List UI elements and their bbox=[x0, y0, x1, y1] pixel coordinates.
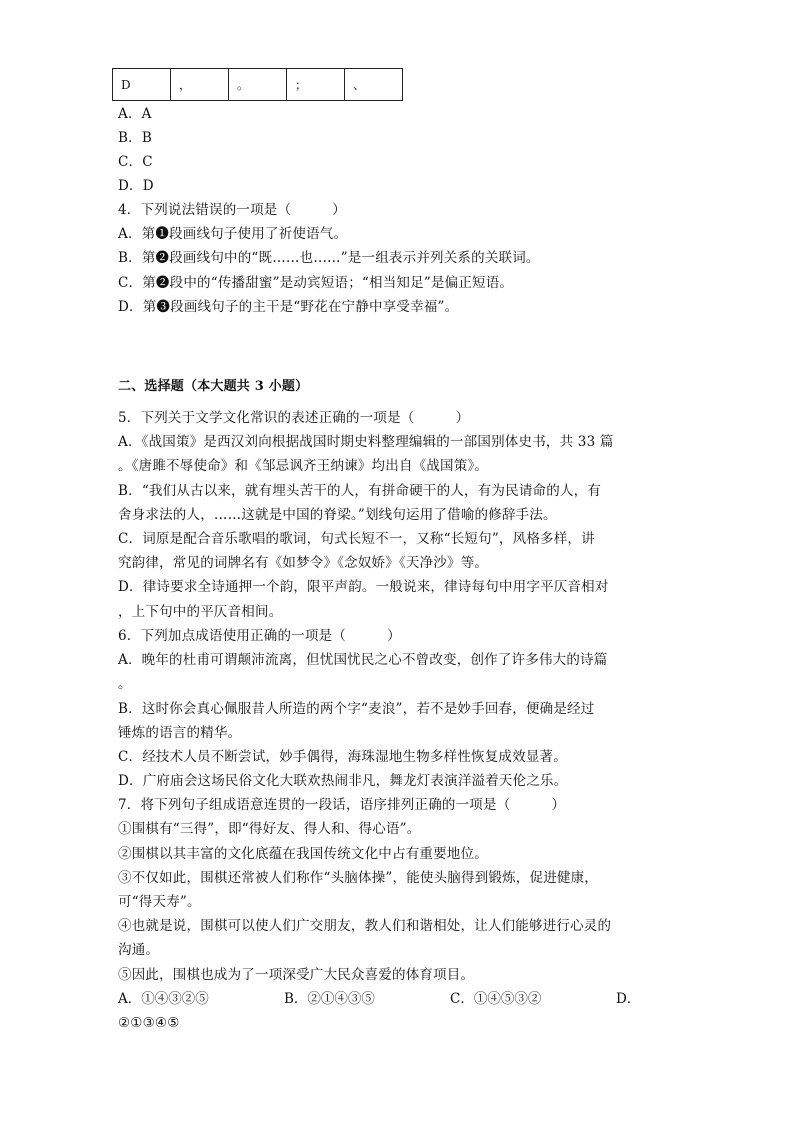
table-cell: 、 bbox=[345, 69, 403, 101]
q7-option-c: C．①④⑤③② bbox=[450, 991, 542, 1007]
q6-line: D．广府庙会这场民俗文化大联欢热闹非凡，舞龙灯表演洋溢着天伦之乐。 bbox=[118, 773, 568, 789]
q3-option-d: D．D bbox=[118, 178, 154, 194]
q7-line: ①围棋有“三得”，即“得好友、得人和、得心语”。 bbox=[118, 821, 421, 837]
q3-option-b: B．B bbox=[118, 130, 152, 146]
q5-line: ，上下句中的平仄音相间。 bbox=[118, 604, 283, 620]
q7-option-a: A．①④③②⑤ bbox=[118, 991, 209, 1007]
section-title: 二、选择题（本大题共 3 小题） bbox=[118, 379, 309, 394]
q5-line: B．“我们从古以来，就有埋头苦干的人，有拼命硬干的人，有为民请命的人，有 bbox=[118, 483, 602, 499]
q5-line: C．词原是配合音乐歌唱的歌词，句式长短不一，又称“长短句”，风格多样，讲 bbox=[118, 531, 595, 547]
q7-stem: 7．将下列句子组成语意连贯的一段话，语序排列正确的一项是（ ） bbox=[118, 797, 566, 813]
q7-option-d-wrap: ②①③④⑤ bbox=[118, 1015, 180, 1031]
q6-line: 锤炼的语言的精华。 bbox=[118, 725, 242, 741]
q4-stem: 4．下列说法错误的一项是（ ） bbox=[118, 202, 346, 218]
q7-line: ④也就是说，围棋可以使人们广交朋友，教人们和谐相处，让人们能够进行心灵的 bbox=[118, 918, 612, 934]
table-cell: 。 bbox=[229, 69, 287, 101]
q7-line: 可“得天寿”。 bbox=[118, 894, 201, 910]
q5-line: 舍身求法的人，……这就是中国的脊梁。”划线句运用了借喻的修辞手法。 bbox=[118, 507, 557, 523]
q6-line: B．这时你会真心佩服昔人所造的两个字“麦浪”，若不是妙手回春，便确是经过 bbox=[118, 701, 595, 717]
punctuation-table bbox=[112, 68, 403, 101]
table-cell: D bbox=[113, 69, 171, 101]
table-cell: ； bbox=[287, 69, 345, 101]
q6-line: C．经技术人员不断尝试，妙手偶得，海珠湿地生物多样性恢复成效显著。 bbox=[118, 749, 567, 765]
q4-option-a: A．第❶段画线句子使用了祈使语气。 bbox=[118, 226, 348, 242]
q6-stem: 6．下列加点成语使用正确的一项是（ ） bbox=[118, 628, 401, 644]
q7-line: ②围棋以其丰富的文化底蕴在我国传统文化中占有重要地位。 bbox=[118, 846, 488, 862]
q5-line: D．律诗要求全诗通押一个韵，限平声韵。一般说来，律诗每句中用字平仄音相对 bbox=[118, 579, 609, 595]
q5-line: A．《战国策》是西汉刘向根据战国时期史料整理编辑的一部国别体史书，共 33 篇 bbox=[118, 434, 614, 450]
q7-option-b: B．②①④③⑤ bbox=[284, 991, 375, 1007]
q7-options bbox=[118, 990, 678, 1008]
q5-line: 。《唐雎不辱使命》和《邹忌讽齐王纳谏》均出自《战国策》。 bbox=[118, 458, 489, 474]
q4-option-c: C．第❷段中的“传播甜蜜”是动宾短语；“相当知足”是偏正短语。 bbox=[118, 275, 514, 291]
q7-line: 沟通。 bbox=[118, 942, 160, 958]
q5-stem: 5．下列关于文学文化常识的表述正确的一项是（ ） bbox=[118, 410, 470, 426]
q3-option-c: C．C bbox=[118, 154, 153, 170]
q4-option-d: D．第❸段画线句子的主干是“野花在宁静中享受幸福”。 bbox=[118, 299, 459, 315]
q7-option-d: D． bbox=[616, 991, 641, 1007]
q3-option-a: A．A bbox=[118, 106, 152, 122]
q5-line: 究韵律，常见的词牌名有《如梦令》《念奴娇》《天净沙》等。 bbox=[118, 555, 489, 571]
q4-option-b: B．第❷段画线句中的“既……也……”是一组表示并列关系的关联词。 bbox=[118, 250, 540, 266]
q7-line: ③不仅如此，围棋还常被人们称作“头脑体操”，能使头脑得到锻炼，促进健康， bbox=[118, 870, 599, 886]
table-row bbox=[113, 69, 403, 101]
q6-line: 。 bbox=[118, 676, 132, 692]
table-cell: ， bbox=[171, 69, 229, 101]
q7-line: ⑤因此，围棋也成为了一项深受广大民众喜爱的体育项目。 bbox=[118, 967, 475, 983]
q6-line: A．晚年的杜甫可谓颠沛流离，但忧国忧民之心不曾改变，创作了许多伟大的诗篇 bbox=[118, 652, 608, 668]
